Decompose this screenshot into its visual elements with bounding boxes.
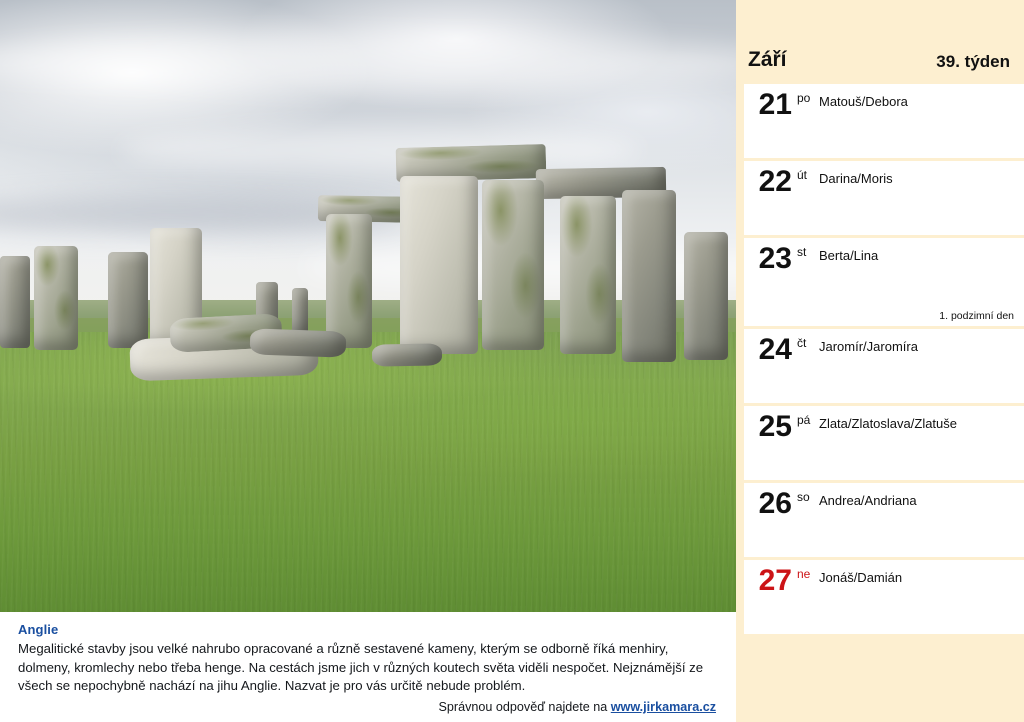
name-day: Jonáš/Damián [819,570,903,585]
grass-texture [0,332,736,612]
day-note: 1. podzimní den [939,310,1014,322]
day-row[interactable] [744,84,1024,158]
day-number: 27 [758,564,792,597]
day-list [736,84,1024,634]
day-row[interactable] [744,483,1024,557]
day-of-week: út [797,168,808,182]
grass-field [0,332,736,612]
name-day: Matouš/Debora [819,94,908,109]
stone-upright [560,196,616,354]
caption-block [0,612,736,722]
stone-fallen [250,328,347,357]
caption-body: Megalitické stavby jsou velké nahrubo opracované a různě sestavené kameny, kterým se odborně říká menhiry, dolmeny, kromlechy nebo třeba henge. Na cestách jsme jich v různých koutech světa viděli nespočet. Nejznámější ze všech se nepochybně nachází na jihu Anglie. Nazvat je pro vás určitě nebude problém. [18,641,704,694]
week-label: 39. týden [936,52,1010,71]
day-number: 24 [758,333,792,366]
day-row[interactable] [744,560,1024,634]
day-row[interactable] [744,161,1024,235]
day-row[interactable] [744,406,1024,480]
name-day: Jaromír/Jaromíra [819,339,918,354]
month-label: Září [748,48,787,71]
day-of-week: pá [797,413,811,427]
stone-upright [400,176,478,354]
day-number: 23 [758,242,792,275]
day-of-week: so [797,490,810,504]
stone-fallen [372,343,442,366]
stone-upright [292,288,308,336]
name-day: Zlata/Zlatoslava/Zlatuše [819,416,958,431]
day-number: 21 [758,88,792,121]
cloud-band [120,128,640,172]
calendar-header [736,0,1024,84]
name-day: Darina/Moris [819,171,893,186]
caption-footer-text: Správnou odpověď najdete na [438,700,611,715]
stone-upright [108,252,148,348]
day-of-week: po [797,91,811,105]
day-number: 26 [758,487,792,520]
stone-upright [684,232,728,360]
stone-upright [482,180,544,350]
stone-upright [0,256,30,348]
website-link[interactable]: www.jirkamara.cz [610,700,716,715]
day-number: 22 [758,165,792,198]
day-of-week: ne [797,567,811,581]
day-of-week: čt [797,336,807,350]
caption-title: Anglie [18,622,59,637]
cloud-band [0,34,736,90]
stone-upright [622,190,676,362]
stone-upright [326,214,372,348]
day-number: 25 [758,410,792,443]
stone-upright [34,246,78,350]
day-row[interactable] [744,238,1024,326]
day-row[interactable] [744,329,1024,403]
name-day: Berta/Lina [819,248,879,263]
day-of-week: st [797,245,807,259]
caption-footer [18,700,722,714]
calendar-page [736,0,1024,722]
name-day: Andrea/Andriana [819,493,917,508]
